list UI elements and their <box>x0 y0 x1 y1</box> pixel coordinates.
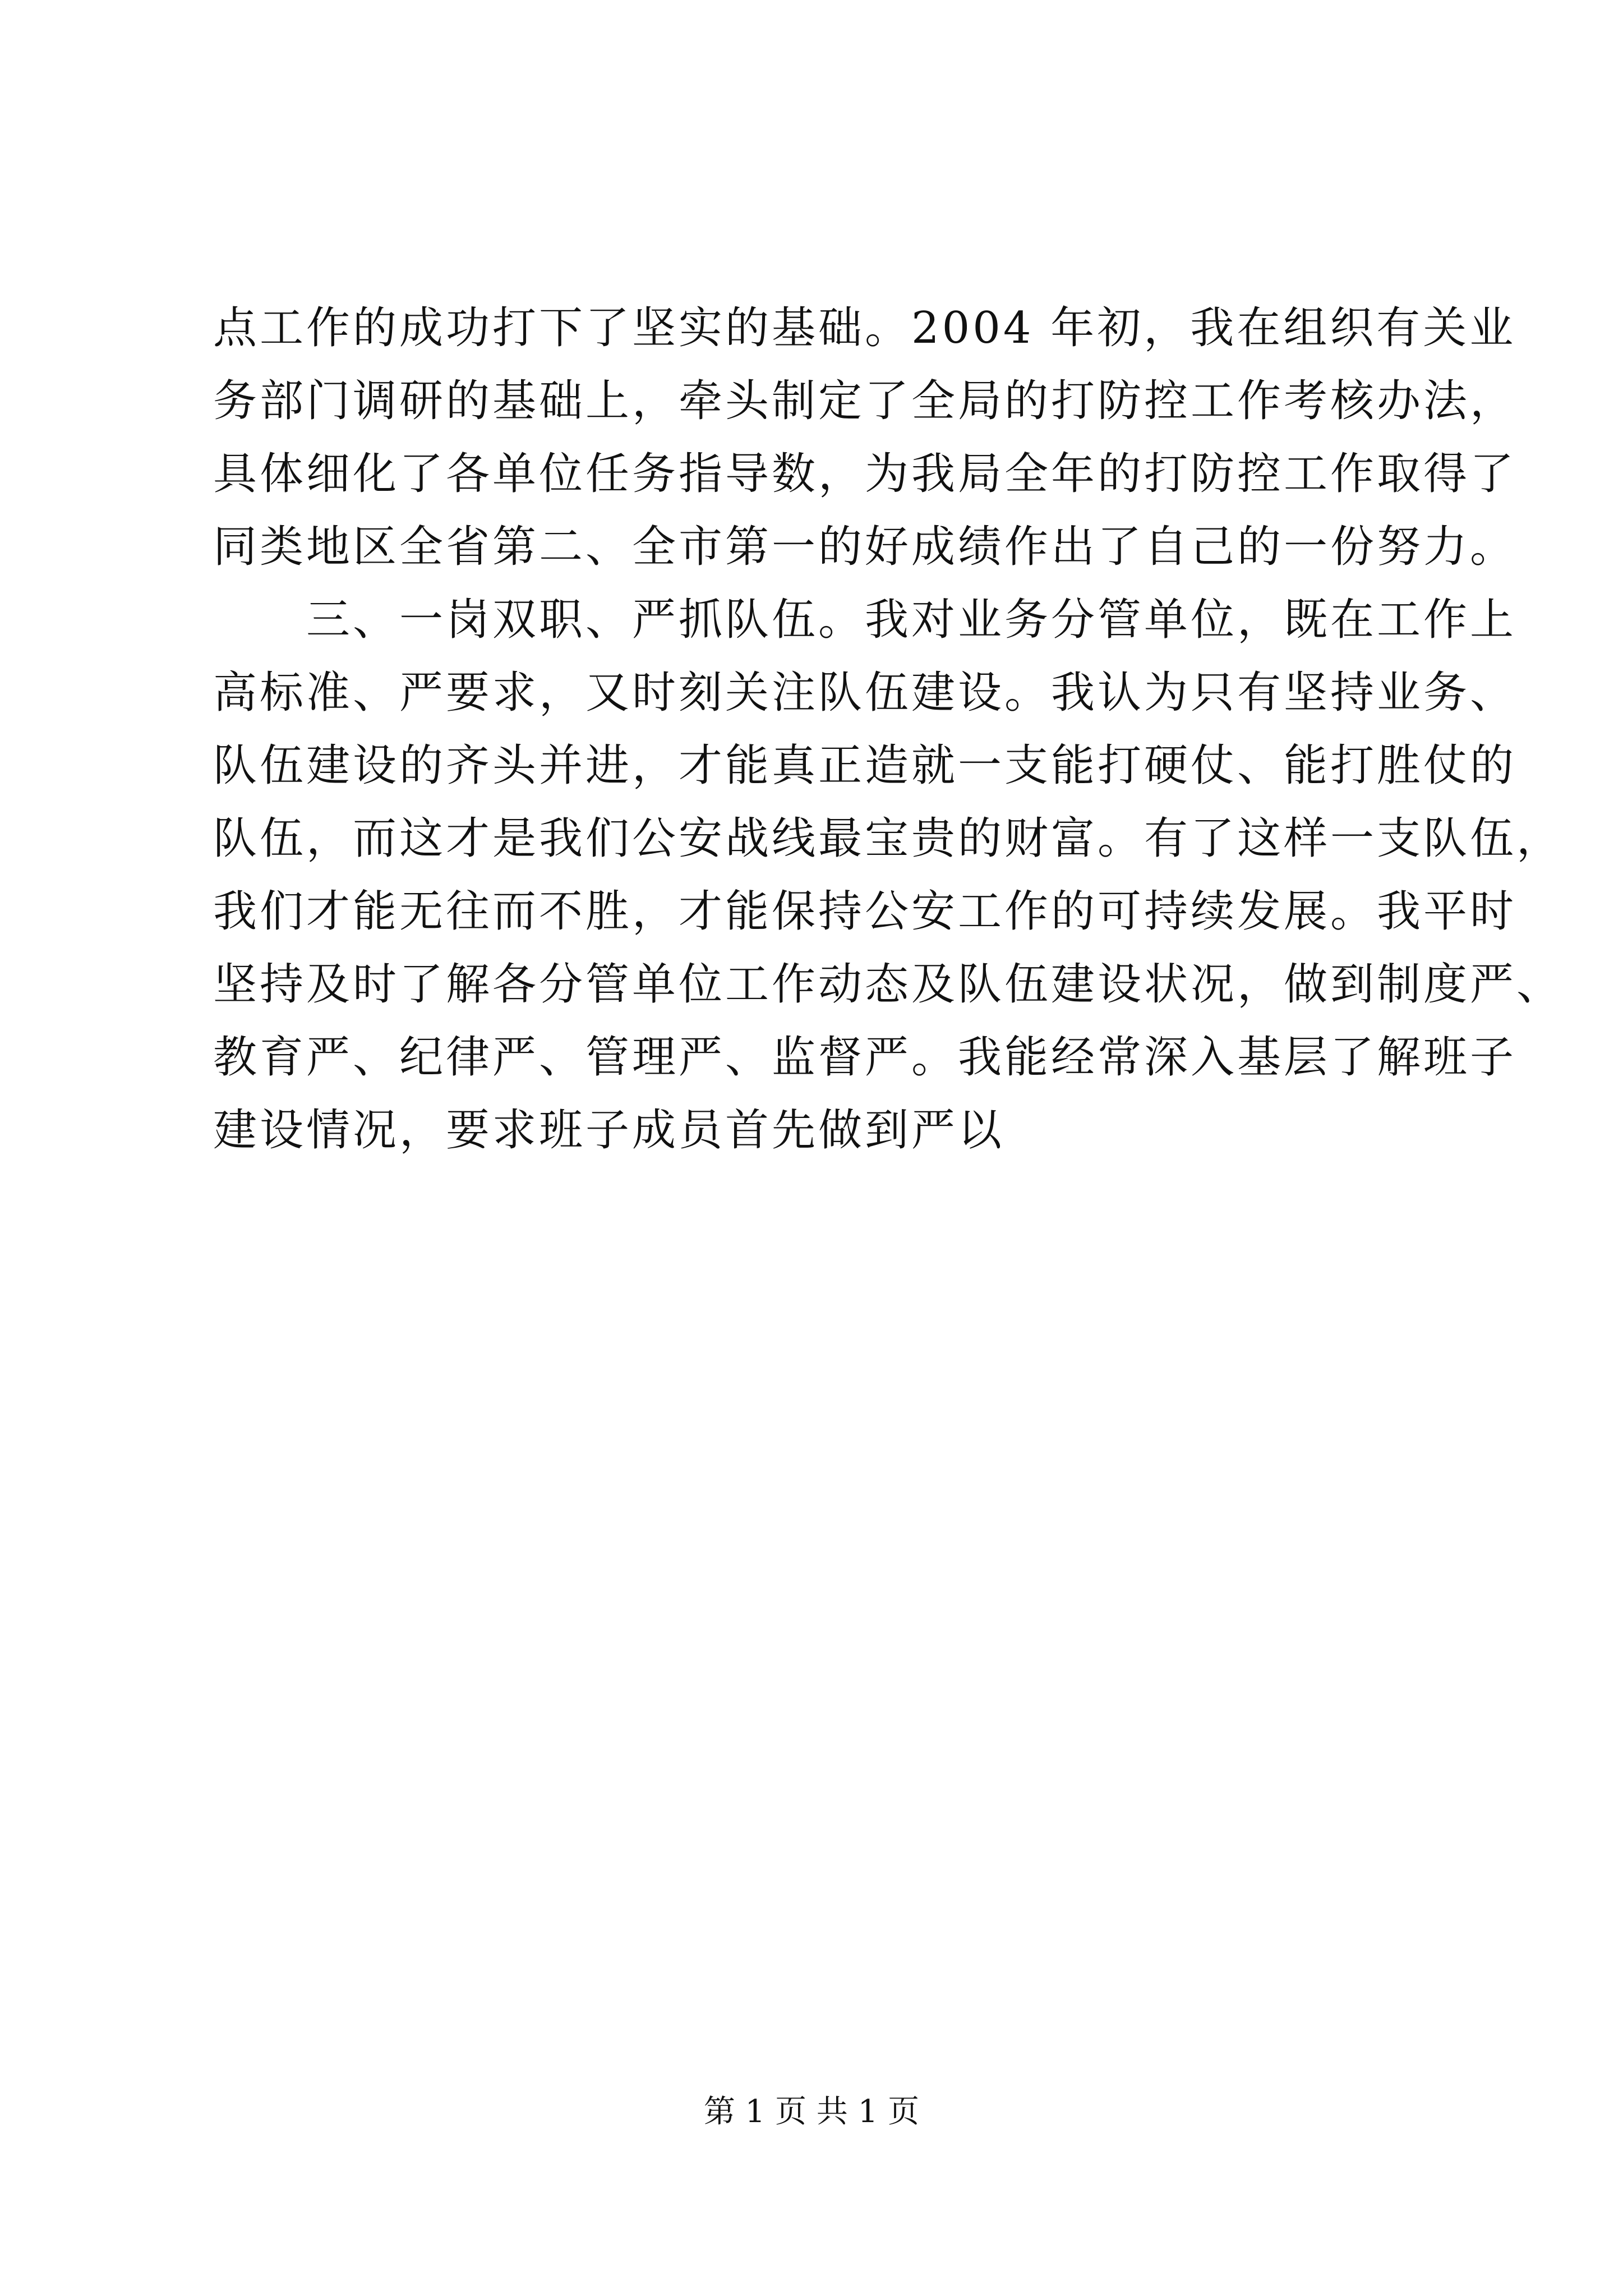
text-line: 队伍建设的齐头并进，才能真正造就一支能打硬仗、能打胜仗的 <box>213 740 1517 791</box>
text-line: 具体细化了各单位任务指导数，为我局全年的打防控工作取得了 <box>213 449 1517 499</box>
body-text <box>213 292 1564 1167</box>
page-footer: 第 1 页 共 1 页 <box>703 2093 920 2130</box>
text-line: 务部门调研的基础上，牵头制定了全局的打防控工作考核办法， <box>213 376 1517 426</box>
text-line: 建设情况，要求班子成员首先做到严以 <box>213 1105 1005 1156</box>
text-line: 队伍，而这才是我们公安战线最宝贵的财富。有了这样一支队伍， <box>213 813 1564 864</box>
text-line: 坚持及时了解各分管单位工作动态及队伍建设状况，做到制度严、 <box>213 959 1564 1010</box>
text-line: 三、一岗双职、严抓队伍。我对业务分管单位，既在工作上 <box>213 595 1517 645</box>
text-line: 教育严、纪律严、管理严、监督严。我能经常深入基层了解班子 <box>213 1032 1517 1083</box>
text-line: 高标准、严要求，又时刻关注队伍建设。我认为只有坚持业务、 <box>213 668 1517 718</box>
text-line: 我们才能无往而不胜，才能保持公安工作的可持续发展。我平时 <box>213 886 1517 937</box>
text-line: 点工作的成功打下了坚实的基础。2004 年初，我在组织有关业 <box>213 303 1516 353</box>
text-line: 同类地区全省第二、全市第一的好成绩作出了自己的一份努力。 <box>213 522 1517 572</box>
